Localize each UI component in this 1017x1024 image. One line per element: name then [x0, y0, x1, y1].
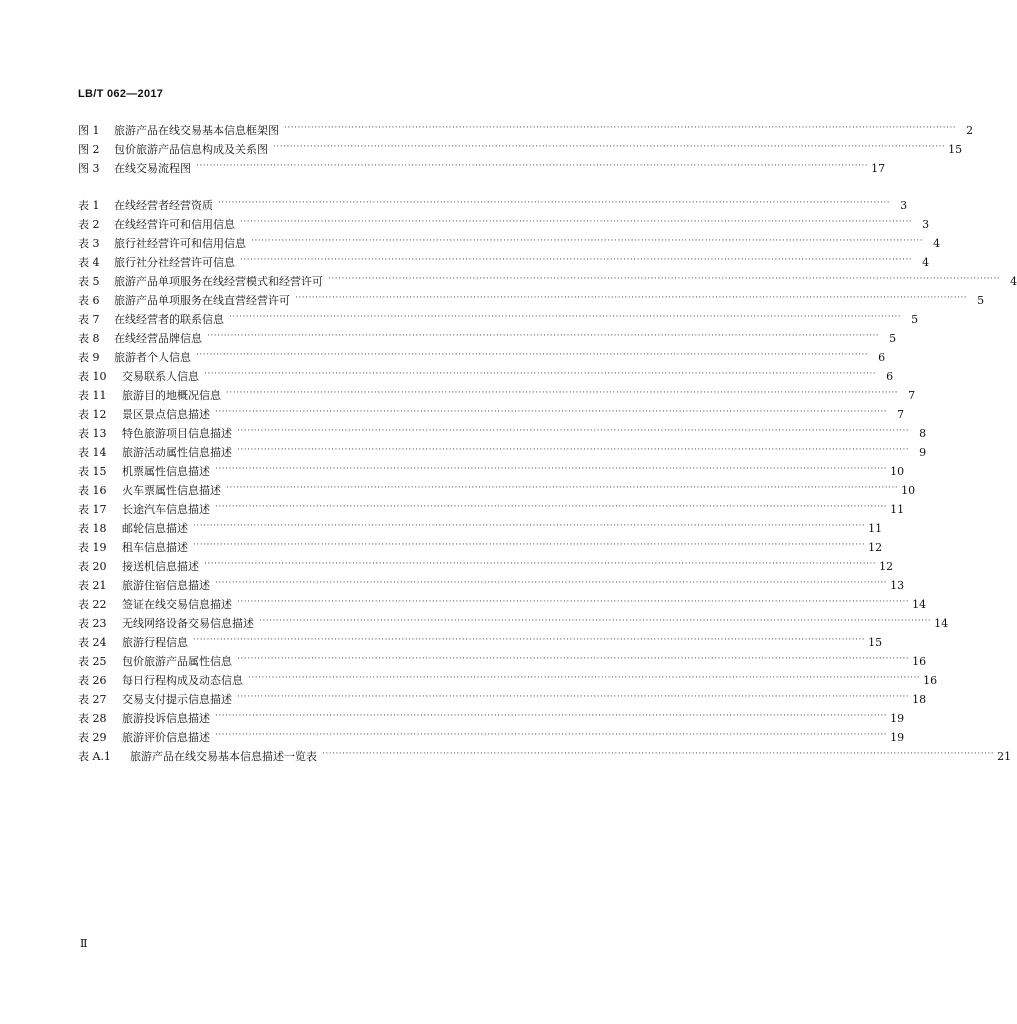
toc-entry[interactable] [78, 440, 927, 459]
toc-entry-page: 2 [966, 124, 974, 137]
dot-leader: ········································································································································································································ [215, 464, 888, 474]
toc-entry-title: 旅行社经营许可和信用信息 [114, 237, 246, 250]
toc-entry-page: 18 [912, 693, 927, 706]
toc-entry-label: 图 1 [78, 124, 100, 137]
dot-leader: ········································································································································································································ [193, 521, 866, 531]
dot-leader: ········································································································································································································ [193, 635, 866, 645]
figure-list [78, 118, 974, 175]
toc-entry-page: 3 [922, 218, 930, 231]
toc-entry-label: 表 5 [78, 275, 100, 288]
toc-entry-page: 11 [868, 522, 883, 535]
toc-entry-page: 7 [908, 389, 916, 402]
toc-entry-label: 表 29 [78, 731, 107, 744]
toc-entry[interactable] [78, 592, 927, 611]
toc-entry-label: 表 15 [78, 465, 107, 478]
toc-entry[interactable] [78, 402, 905, 421]
toc-entry-title: 邮轮信息描述 [122, 522, 188, 535]
toc-entry-title: 旅游产品在线交易基本信息框架图 [114, 124, 279, 137]
page-number: Ⅱ [80, 937, 88, 950]
dot-leader: ········································································································································································································ [237, 426, 910, 436]
toc-entry-page: 16 [923, 674, 938, 687]
dot-leader: ········································································································································································································ [229, 312, 902, 322]
toc-entry-title: 包价旅游产品属性信息 [122, 655, 232, 668]
toc-entry[interactable] [78, 744, 1012, 763]
dot-leader: ········································································································································································································ [237, 597, 910, 607]
dot-leader: ········································································································································································································ [237, 445, 910, 455]
toc-entry-page: 6 [886, 370, 894, 383]
toc-entry-label: 表 23 [78, 617, 107, 630]
toc-entry[interactable] [78, 516, 883, 535]
toc-entry[interactable] [78, 269, 1017, 288]
toc-entry-title: 旅游者个人信息 [114, 351, 191, 364]
toc-entry-page: 8 [919, 427, 927, 440]
toc-entry-page: 5 [977, 294, 985, 307]
toc-entry-page: 9 [919, 446, 927, 459]
toc-entry-page: 4 [1010, 275, 1017, 288]
toc-entry-title: 无线网络设备交易信息描述 [122, 617, 254, 630]
toc-entry-label: 图 2 [78, 143, 100, 156]
toc-entry-title: 特色旅游项目信息描述 [122, 427, 232, 440]
toc-entry-title: 租车信息描述 [122, 541, 188, 554]
dot-leader: ········································································································································································································ [215, 407, 888, 417]
toc-entry-page: 3 [900, 199, 908, 212]
toc-entry[interactable] [78, 307, 919, 326]
toc-entry[interactable] [78, 212, 930, 231]
toc-entry-page: 12 [879, 560, 894, 573]
standard-code: LB/T 062—2017 [78, 88, 164, 100]
toc-entry-title: 旅游活动属性信息描述 [122, 446, 232, 459]
dot-leader: ········································································································································································································ [215, 711, 888, 721]
dot-leader: ········································································································································································································ [226, 388, 899, 398]
dot-leader: ········································································································································································································ [193, 540, 866, 550]
toc-entry-title: 交易联系人信息 [122, 370, 199, 383]
toc-entry[interactable] [78, 706, 905, 725]
toc-entry[interactable] [78, 478, 916, 497]
dot-leader: ········································································································································································································ [259, 616, 932, 626]
dot-leader: ········································································································································································································ [226, 483, 899, 493]
toc-entry-title: 景区景点信息描述 [122, 408, 210, 421]
toc-entry-label: 表 21 [78, 579, 107, 592]
toc-entry[interactable] [78, 459, 905, 478]
toc-entry-page: 17 [871, 162, 886, 175]
toc-entry-label: 表 4 [78, 256, 100, 269]
toc-entry-title: 在线经营许可和信用信息 [114, 218, 235, 231]
toc-entry-title: 在线经营者经营资质 [114, 199, 213, 212]
toc-entry[interactable] [78, 288, 985, 307]
toc-entry[interactable] [78, 137, 963, 156]
dot-leader: ········································································································································································································ [322, 749, 995, 759]
toc-entry-page: 10 [901, 484, 916, 497]
dot-leader: ········································································································································································································ [284, 123, 957, 133]
toc-entry-title: 签证在线交易信息描述 [122, 598, 232, 611]
toc-entry-label: 表 1 [78, 199, 100, 212]
dot-leader: ········································································································································································································ [237, 654, 910, 664]
toc-entry[interactable] [78, 611, 949, 630]
toc-entry-page: 19 [890, 712, 905, 725]
toc-entry-page: 19 [890, 731, 905, 744]
toc-entry-page: 13 [890, 579, 905, 592]
toc-entry-title: 旅游产品在线交易基本信息描述一览表 [130, 750, 317, 763]
toc-entry-title: 在线交易流程图 [114, 162, 191, 175]
toc-entry[interactable] [78, 554, 894, 573]
toc-entry[interactable] [78, 231, 941, 250]
toc-entry-page: 12 [868, 541, 883, 554]
toc-entry-page: 21 [997, 750, 1012, 763]
toc-entry-page: 5 [911, 313, 919, 326]
toc-entry-page: 16 [912, 655, 927, 668]
dot-leader: ········································································································································································································ [328, 274, 1001, 284]
toc-entry-page: 15 [868, 636, 883, 649]
toc-entry[interactable] [78, 535, 883, 554]
toc-entry-label: 表 24 [78, 636, 107, 649]
toc-entry-label: 表 20 [78, 560, 107, 573]
toc-entry-title: 在线经营者的联系信息 [114, 313, 224, 326]
toc-entry-title: 旅游评价信息描述 [122, 731, 210, 744]
toc-entry[interactable] [78, 118, 974, 137]
toc-entry-label: 表 11 [78, 389, 107, 402]
toc-entry[interactable] [78, 345, 886, 364]
toc-entry-title: 火车票属性信息描述 [122, 484, 221, 497]
toc-entry[interactable] [78, 497, 905, 516]
toc-entry-title: 旅游产品单项服务在线经营模式和经营许可 [114, 275, 323, 288]
toc-entry[interactable] [78, 156, 886, 175]
toc-entry[interactable] [78, 193, 908, 212]
dot-leader: ········································································································································································································ [207, 331, 880, 341]
toc-entry[interactable] [78, 421, 927, 440]
toc-entry-label: 表 14 [78, 446, 107, 459]
toc-entry-title: 在线经营品牌信息 [114, 332, 202, 345]
toc-entry-label: 表 27 [78, 693, 107, 706]
toc-entry-label: 表 18 [78, 522, 107, 535]
dot-leader: ········································································································································································································ [248, 673, 921, 683]
toc-entry-label: 表 7 [78, 313, 100, 326]
toc-entry[interactable] [78, 668, 938, 687]
toc-entry-label: 表 17 [78, 503, 107, 516]
dot-leader: ········································································································································································································ [240, 255, 913, 265]
dot-leader: ········································································································································································································ [240, 217, 913, 227]
toc-entry[interactable] [78, 250, 930, 269]
toc-entry-page: 6 [878, 351, 886, 364]
toc-entry-title: 旅游目的地概况信息 [122, 389, 221, 402]
dot-leader: ········································································································································································································ [215, 578, 888, 588]
toc-entry-label: 表 25 [78, 655, 107, 668]
toc-entry-title: 旅游住宿信息描述 [122, 579, 210, 592]
toc-entry-title: 交易支付提示信息描述 [122, 693, 232, 706]
toc-entry[interactable] [78, 326, 897, 345]
toc-entry-label: 表 13 [78, 427, 107, 440]
toc-entry-label: 表 8 [78, 332, 100, 345]
toc-entry[interactable] [78, 573, 905, 592]
toc-entry-page: 5 [889, 332, 897, 345]
toc-entry-title: 机票属性信息描述 [122, 465, 210, 478]
toc-entry-label: 表 22 [78, 598, 107, 611]
toc-entry-label: 表 9 [78, 351, 100, 364]
toc-entry-page: 10 [890, 465, 905, 478]
toc-entry-title: 旅游投诉信息描述 [122, 712, 210, 725]
toc-entry-title: 每日行程构成及动态信息 [122, 674, 243, 687]
toc-entry-label: 表 19 [78, 541, 107, 554]
toc-entry-title: 包价旅游产品信息构成及关系图 [114, 143, 268, 156]
toc-entry-title: 旅游行程信息 [122, 636, 188, 649]
toc-entry[interactable] [78, 687, 927, 706]
toc-entry-title: 长途汽车信息描述 [122, 503, 210, 516]
dot-leader: ········································································································································································································ [196, 161, 869, 171]
dot-leader: ········································································································································································································ [215, 730, 888, 740]
toc-entry-label: 图 3 [78, 162, 100, 175]
toc-entry-label: 表 A.1 [78, 750, 111, 763]
dot-leader: ········································································································································································································ [215, 502, 888, 512]
toc-entry-label: 表 6 [78, 294, 100, 307]
toc-entry-page: 14 [934, 617, 949, 630]
dot-leader: ········································································································································································································ [273, 142, 946, 152]
toc-entry-title: 旅行社分社经营许可信息 [114, 256, 235, 269]
table-list [78, 193, 1017, 763]
toc-entry-label: 表 16 [78, 484, 107, 497]
dot-leader: ········································································································································································································ [237, 692, 910, 702]
toc-entry-title: 旅游产品单项服务在线直营经营许可 [114, 294, 290, 307]
toc-entry-page: 14 [912, 598, 927, 611]
toc-entry-label: 表 26 [78, 674, 107, 687]
toc-entry[interactable] [78, 725, 905, 744]
toc-entry[interactable] [78, 649, 927, 668]
dot-leader: ········································································································································································································ [204, 369, 877, 379]
dot-leader: ········································································································································································································ [196, 350, 869, 360]
toc-entry[interactable] [78, 383, 916, 402]
dot-leader: ········································································································································································································ [204, 559, 877, 569]
dot-leader: ········································································································································································································ [251, 236, 924, 246]
toc-entry-page: 7 [897, 408, 905, 421]
dot-leader: ········································································································································································································ [295, 293, 968, 303]
toc-entry-label: 表 10 [78, 370, 107, 383]
dot-leader: ········································································································································································································ [218, 198, 891, 208]
toc-entry-label: 表 2 [78, 218, 100, 231]
toc-entry-label: 表 12 [78, 408, 107, 421]
toc-entry[interactable] [78, 630, 883, 649]
toc-entry-page: 4 [922, 256, 930, 269]
toc-entry-title: 接送机信息描述 [122, 560, 199, 573]
toc-entry-page: 4 [933, 237, 941, 250]
toc-entry-label: 表 28 [78, 712, 107, 725]
toc-entry-page: 11 [890, 503, 905, 516]
toc-entry[interactable] [78, 364, 894, 383]
toc-entry-page: 15 [948, 143, 963, 156]
toc-entry-label: 表 3 [78, 237, 100, 250]
